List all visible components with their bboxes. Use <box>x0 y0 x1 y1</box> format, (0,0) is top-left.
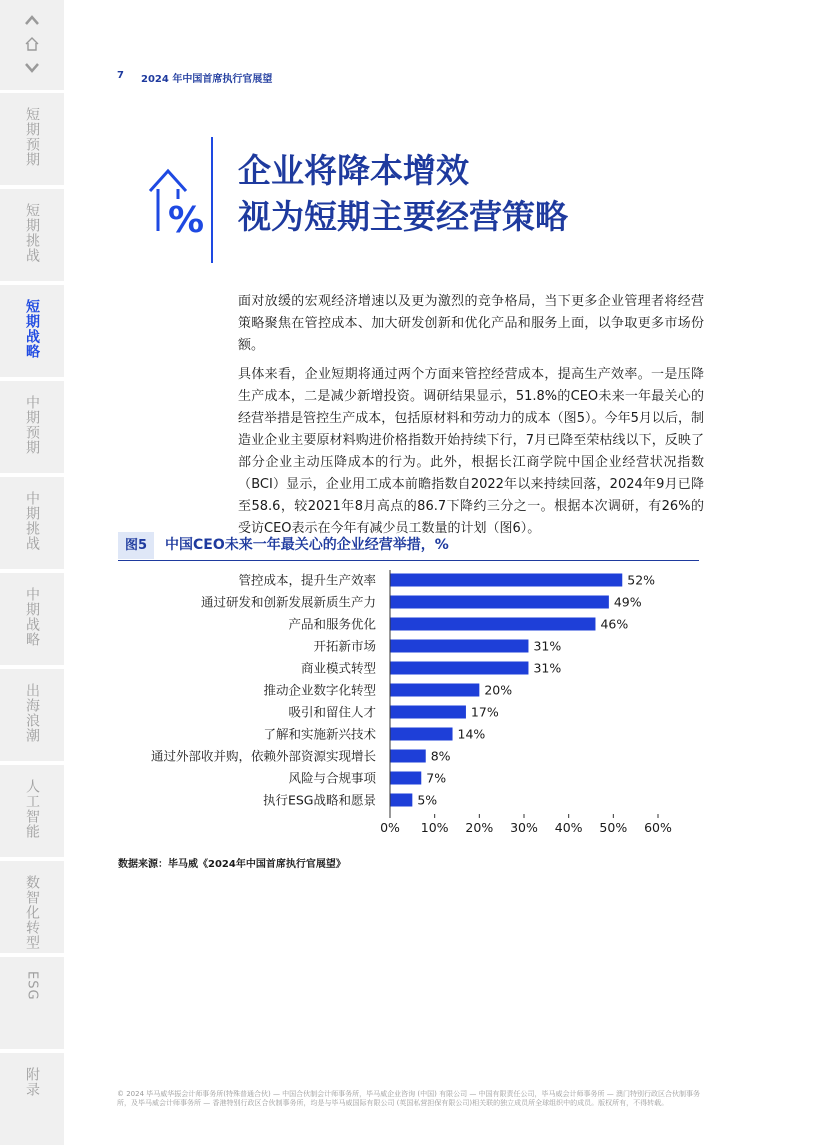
nav-controls <box>0 0 64 90</box>
category-label: 开拓新市场 <box>313 638 376 654</box>
x-tick-label: 10% <box>420 820 449 835</box>
bar <box>390 684 479 697</box>
sidebar-tab-4[interactable] <box>0 477 64 569</box>
category-label: 推动企业数字化转型 <box>263 682 376 698</box>
value-label: 49% <box>613 594 642 610</box>
value-label: 17% <box>470 704 499 720</box>
category-label: 了解和实施新兴技术 <box>263 726 376 742</box>
value-label: 5% <box>417 792 438 808</box>
sidebar-tab-6[interactable] <box>0 669 64 761</box>
sidebar-tab-2[interactable] <box>0 285 64 377</box>
figure-header <box>118 532 699 561</box>
sidebar <box>0 0 64 1145</box>
chevron-down-icon[interactable] <box>22 60 42 78</box>
value-label: 46% <box>600 616 629 632</box>
bar <box>390 750 426 763</box>
title-line-1: 企业将降本增效 <box>238 151 469 190</box>
category-label: 通过研发和创新发展新质生产力 <box>200 594 376 610</box>
sidebar-tab-7[interactable] <box>0 765 64 857</box>
body-paragraph-2: 具体来看，企业短期将通过两个方面来管控经营成本，提高生产效率。一是压降生产成本，二是减少新增投资。调研结果显示，51.8%的CEO未来一年最关心的经营举措是管控生产成本，包括原材料和劳动力的成本（图5）。今年5月以后，制造业企业主要原材料购进价格指数开始持续下行，7月已降至荣枯线以下，反映了部分企业主动压降成本的行为。此外，根据长江商学院中国企业经营状况指数（BCI）显示，企业用工成本前瞻指数自2022年以来持续回落，2024年9月已降至58.6，较2021年8月高点的86.7下降约三分之一。根据本次调研，有26%的受访CEO表示在今年有减少员工数量的计划（图6）。 <box>238 367 704 536</box>
category-label: 管控成本，提升生产效率 <box>238 572 376 588</box>
sidebar-tab-label: 中期预期 <box>24 395 40 455</box>
data-source: 数据来源：毕马威《2024年中国首席执行官展望》 <box>118 859 346 870</box>
home-icon[interactable] <box>22 36 42 54</box>
x-tick-label: 50% <box>599 820 628 835</box>
category-label: 商业模式转型 <box>300 660 376 676</box>
title-rule <box>211 137 213 263</box>
bar-chart <box>118 566 699 846</box>
sidebar-tab-label: 中期挑战 <box>24 491 40 551</box>
category-label: 风险与合规事项 <box>288 770 376 786</box>
sidebar-tab-1[interactable] <box>0 189 64 281</box>
sidebar-tab-label: 数智化转型 <box>24 875 40 950</box>
value-label: 31% <box>533 660 562 676</box>
arrow-percent-icon <box>146 165 206 237</box>
sidebar-tab-label: 出海浪潮 <box>24 683 40 743</box>
page-number: 7 <box>117 70 124 81</box>
bar <box>390 618 595 631</box>
category-label: 吸引和留住人才 <box>288 704 376 720</box>
sidebar-tab-10[interactable] <box>0 1053 64 1145</box>
sidebar-tab-label: 中期战略 <box>24 587 40 647</box>
sidebar-tab-5[interactable] <box>0 573 64 665</box>
sidebar-tab-0[interactable] <box>0 93 64 185</box>
sidebar-tab-label: 短期挑战 <box>24 203 40 263</box>
body-paragraph-1: 面对放缓的宏观经济增速以及更为激烈的竞争格局，当下更多企业管理者将经营策略聚焦在管控成本、加大研发创新和优化产品和服务上面，以争取更多市场份额。 <box>238 294 704 353</box>
sidebar-tab-label: 附录 <box>24 1067 40 1097</box>
x-tick-label: 30% <box>510 820 538 835</box>
bar <box>390 640 528 653</box>
value-label: 52% <box>627 572 656 588</box>
value-label: 14% <box>457 726 486 742</box>
category-label: 产品和服务优化 <box>288 616 376 632</box>
category-label: 执行ESG战略和愿景 <box>262 792 376 808</box>
figure-title: 中国CEO未来一年最关心的企业经营举措，% <box>165 537 449 553</box>
bar <box>390 794 412 807</box>
sidebar-tab-8[interactable] <box>0 861 64 953</box>
sidebar-tab-3[interactable] <box>0 381 64 473</box>
x-tick-label: 40% <box>554 820 583 835</box>
svg-text:%: % <box>168 200 205 237</box>
category-label: 通过外部收并购，依赖外部资源实现增长 <box>150 748 376 764</box>
value-label: 20% <box>484 682 513 698</box>
bar <box>390 706 466 719</box>
copyright-footer: © 2024 毕马威华振会计师事务所(特殊普通合伙) — 中国合伙制会计师事务所，毕马威企业咨询 (中国) 有限公司 — 中国有限责任公司，毕马威会计师事务所 — 澳门特别行政区合伙制事务所，及毕马威会计师事务所 — 香港特别行政区合伙制事务所，均是与毕马威国际有限公司 (英国私营担保有限公司)相关联的独立成员所全球组织中的成员。版权所有，不得转载。 <box>117 1090 700 1107</box>
value-label: 31% <box>533 638 562 654</box>
x-tick-label: 60% <box>644 820 672 835</box>
value-label: 8% <box>430 748 451 764</box>
sidebar-tab-label: 短期预期 <box>24 107 40 167</box>
title-line-2: 视为短期主要经营策略 <box>238 197 568 236</box>
sidebar-tab-9[interactable] <box>0 957 64 1049</box>
value-label: 7% <box>426 770 447 786</box>
running-title: 2024 年中国首席执行官展望 <box>141 74 273 85</box>
sidebar-tab-label: 短期战略 <box>24 299 40 359</box>
bar <box>390 772 421 785</box>
sidebar-tab-label: ESG <box>24 971 40 1001</box>
x-tick-label: 20% <box>465 820 494 835</box>
x-tick-label: 0% <box>380 820 400 835</box>
bar <box>390 574 622 587</box>
bar <box>390 728 453 741</box>
sidebar-tab-label: 人工智能 <box>24 779 40 839</box>
chevron-up-icon[interactable] <box>22 12 42 30</box>
figure-number: 图5 <box>118 532 154 559</box>
bar <box>390 596 609 609</box>
bar <box>390 662 528 675</box>
page-title <box>238 148 568 240</box>
